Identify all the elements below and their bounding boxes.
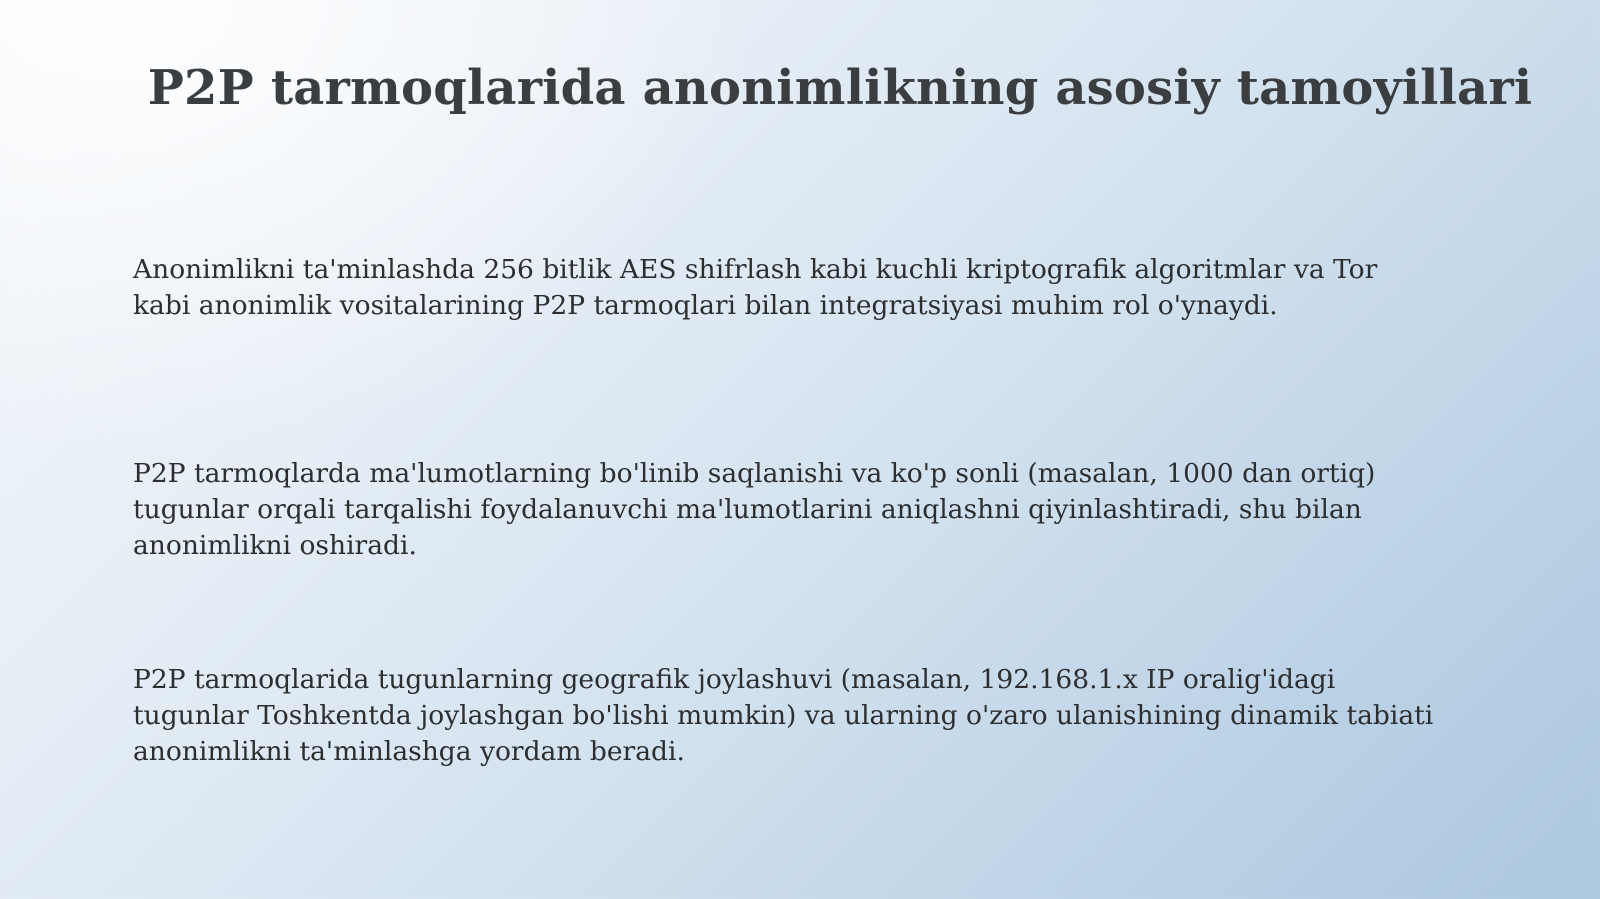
paragraph-encryption: Anonimlikni ta'minlashda 256 bitlik AES shifrlash kabi kuchli kriptografik algoritmlar va Tor kabi anonimlik vositalarining P2P tarmoqlari bilan integratsiyasi muhim rol o'ynaydi. (133, 254, 1378, 321)
paragraph-distribution: P2P tarmoqlarda ma'lumotlarning bo'linib saqlanishi va ko'p sonli (masalan, 1000 dan ortiq) tugunlar orqali tarqalishi foydalanuvchi ma'lumotlarini aniqlashni qiyinlashtiradi, shu bilan anonimlikni oshiradi. (133, 458, 1376, 561)
paragraph-geography: P2P tarmoqlarida tugunlarning geografik joylashuvi (masalan, 192.168.1.x IP oralig'idagi tugunlar Toshkentda joylashgan bo'lishi mumkin) va ularning o'zaro ulanishining dinamik tabiati anonimlikni ta'minlashga yordam beradi. (133, 664, 1434, 767)
slide-title: P2P tarmoqlarida anonimlikning asosiy tamoyillari (147, 60, 1533, 116)
